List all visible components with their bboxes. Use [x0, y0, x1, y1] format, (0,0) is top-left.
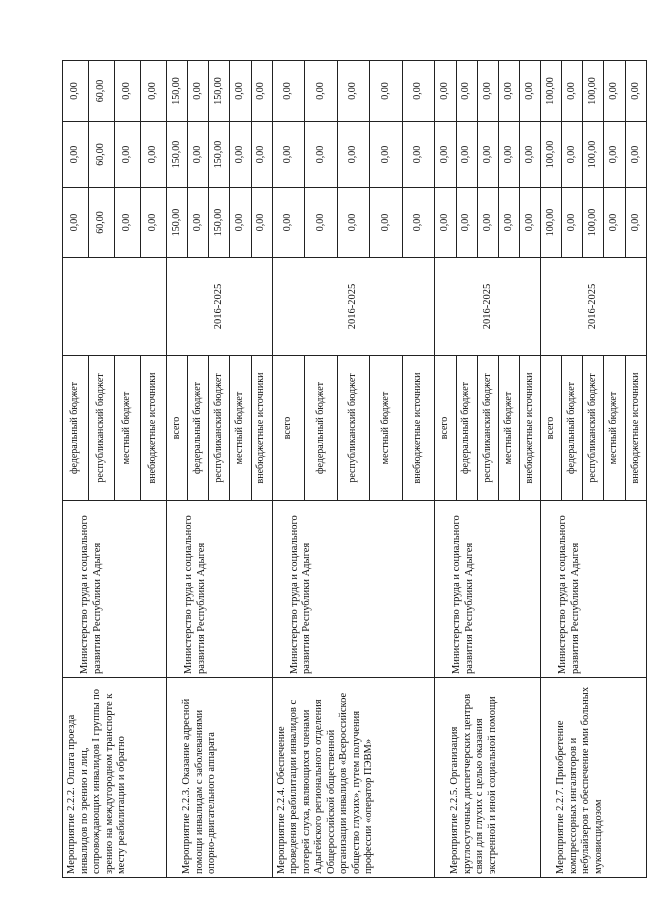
value-cell: 100,00 — [541, 188, 562, 258]
value-cell: 150,00 — [167, 122, 188, 188]
source-cell: внебюджетные источники — [141, 356, 167, 501]
value-cell: 100,00 — [541, 61, 562, 122]
source-cell: республиканский бюджет — [583, 356, 604, 501]
value-cell: 0,00 — [370, 122, 403, 188]
source-cell: федеральный бюджет — [305, 356, 338, 501]
value-cell: 0,00 — [63, 61, 89, 122]
source-cell: местный бюджет — [604, 356, 625, 501]
value-cell: 0,00 — [498, 122, 519, 188]
value-cell: 60,00 — [89, 61, 115, 122]
source-cell: внебюджетные источники — [402, 356, 435, 501]
value-cell: 0,00 — [456, 122, 477, 188]
period-cell — [63, 258, 167, 356]
period-cell: 2016-2025 — [167, 258, 273, 356]
value-cell: 0,00 — [456, 188, 477, 258]
value-cell: 150,00 — [209, 122, 230, 188]
period-cell: 2016-2025 — [435, 258, 541, 356]
source-cell: местный бюджет — [230, 356, 251, 501]
value-cell: 0,00 — [625, 188, 646, 258]
event-cell: Мероприятие 2.2.5. Организация круглосуточных диспетчерских центров связи для глухих с целью оказания экстренной и иной социальной помощи — [435, 678, 541, 878]
source-cell: республиканский бюджет — [337, 356, 370, 501]
value-cell: 0,00 — [230, 61, 251, 122]
value-cell: 0,00 — [477, 61, 498, 122]
source-cell: всего — [435, 356, 456, 501]
rotated-table-container — [62, 61, 647, 878]
value-cell: 0,00 — [337, 188, 370, 258]
source-cell: федеральный бюджет — [188, 356, 209, 501]
value-cell: 0,00 — [456, 61, 477, 122]
value-cell: 0,00 — [337, 61, 370, 122]
table-row — [435, 61, 456, 878]
value-cell: 0,00 — [188, 61, 209, 122]
value-cell: 0,00 — [498, 61, 519, 122]
executor-cell: Министерство труда и социального развития Республики Адыгея — [541, 501, 647, 678]
value-cell: 0,00 — [272, 122, 305, 188]
value-cell: 0,00 — [141, 61, 167, 122]
value-cell: 0,00 — [272, 188, 305, 258]
value-cell: 0,00 — [251, 122, 272, 188]
value-cell: 0,00 — [337, 122, 370, 188]
value-cell: 150,00 — [209, 61, 230, 122]
value-cell: 0,00 — [604, 188, 625, 258]
source-cell: всего — [272, 356, 305, 501]
table-row — [272, 61, 305, 878]
value-cell: 0,00 — [251, 188, 272, 258]
table-row — [167, 61, 188, 878]
value-cell: 0,00 — [604, 61, 625, 122]
value-cell: 0,00 — [230, 122, 251, 188]
value-cell: 100,00 — [541, 122, 562, 188]
value-cell: 60,00 — [89, 188, 115, 258]
value-cell: 0,00 — [141, 122, 167, 188]
source-cell: местный бюджет — [115, 356, 141, 501]
value-cell: 0,00 — [370, 61, 403, 122]
value-cell: 0,00 — [477, 122, 498, 188]
value-cell: 0,00 — [115, 122, 141, 188]
value-cell: 0,00 — [435, 61, 456, 122]
executor-cell: Министерство труда и социального развития Республики Адыгея — [272, 501, 435, 678]
period-cell: 2016-2025 — [541, 258, 647, 356]
value-cell: 100,00 — [583, 188, 604, 258]
value-cell: 0,00 — [188, 122, 209, 188]
source-cell: республиканский бюджет — [209, 356, 230, 501]
value-cell: 0,00 — [604, 122, 625, 188]
value-cell: 100,00 — [583, 61, 604, 122]
value-cell: 0,00 — [115, 188, 141, 258]
value-cell: 60,00 — [89, 122, 115, 188]
source-cell: федеральный бюджет — [63, 356, 89, 501]
source-cell: внебюджетные источники — [625, 356, 646, 501]
value-cell: 0,00 — [435, 188, 456, 258]
value-cell: 150,00 — [209, 188, 230, 258]
source-cell: республиканский бюджет — [477, 356, 498, 501]
table-row — [63, 61, 89, 878]
value-cell: 0,00 — [188, 188, 209, 258]
value-cell: 0,00 — [498, 188, 519, 258]
source-cell: местный бюджет — [370, 356, 403, 501]
event-cell: Мероприятие 2.2.2. Оплата проезда инвалидов по зрению и лиц, сопровождающих инвалидов I группы по зрению на междугородном транспорте к месту реабилитации и обратно — [63, 678, 167, 878]
value-cell: 0,00 — [230, 188, 251, 258]
value-cell: 0,00 — [402, 61, 435, 122]
budget-table — [62, 60, 647, 878]
executor-cell: Министерство труда и социального развития Республики Адыгея — [435, 501, 541, 678]
value-cell: 0,00 — [562, 61, 583, 122]
value-cell: 0,00 — [562, 122, 583, 188]
value-cell: 0,00 — [562, 188, 583, 258]
value-cell: 150,00 — [167, 188, 188, 258]
value-cell: 0,00 — [141, 188, 167, 258]
value-cell: 0,00 — [272, 61, 305, 122]
value-cell: 0,00 — [251, 61, 272, 122]
source-cell: всего — [167, 356, 188, 501]
period-cell: 2016-2025 — [272, 258, 435, 356]
value-cell: 0,00 — [625, 61, 646, 122]
source-cell: внебюджетные источники — [519, 356, 540, 501]
source-cell: местный бюджет — [498, 356, 519, 501]
value-cell: 150,00 — [167, 61, 188, 122]
value-cell: 0,00 — [625, 122, 646, 188]
value-cell: 0,00 — [115, 61, 141, 122]
value-cell: 0,00 — [370, 188, 403, 258]
value-cell: 0,00 — [305, 61, 338, 122]
event-cell: Мероприятие 2.2.3. Оказание адресной помощи инвалидам с заболеваниями опорно-двигательного аппарата — [167, 678, 273, 878]
source-cell: всего — [541, 356, 562, 501]
value-cell: 0,00 — [477, 188, 498, 258]
source-cell: республиканский бюджет — [89, 356, 115, 501]
source-cell: внебюджетные источники — [251, 356, 272, 501]
value-cell: 0,00 — [519, 188, 540, 258]
value-cell: 0,00 — [63, 188, 89, 258]
source-cell: федеральный бюджет — [456, 356, 477, 501]
value-cell: 0,00 — [63, 122, 89, 188]
source-cell: федеральный бюджет — [562, 356, 583, 501]
event-cell: Мероприятие 2.2.7. Приобретение компрессорных ингаляторов и небулайзеров т обеспечение ими больных муковисцидозом — [541, 678, 647, 878]
value-cell: 0,00 — [402, 188, 435, 258]
executor-cell: Министерство труда и социального развития Республики Адыгея — [167, 501, 273, 678]
event-cell: Мероприятие 2.2.4. Обеспечение проведения реабилитации инвалидов с потерей слуха, являющихся членами Адыгейского регионального отделения Общероссийской общественной организации инвалидов «Всероссийское общество глухих», путем получения профессии «оператор ПЭВМ» — [272, 678, 435, 878]
value-cell: 0,00 — [305, 188, 338, 258]
value-cell: 100,00 — [583, 122, 604, 188]
value-cell: 0,00 — [519, 122, 540, 188]
value-cell: 0,00 — [435, 122, 456, 188]
value-cell: 0,00 — [305, 122, 338, 188]
table-row — [541, 61, 562, 878]
executor-cell: Министерство труда и социального развития Республики Адыгея — [63, 501, 167, 678]
value-cell: 0,00 — [402, 122, 435, 188]
value-cell: 0,00 — [519, 61, 540, 122]
